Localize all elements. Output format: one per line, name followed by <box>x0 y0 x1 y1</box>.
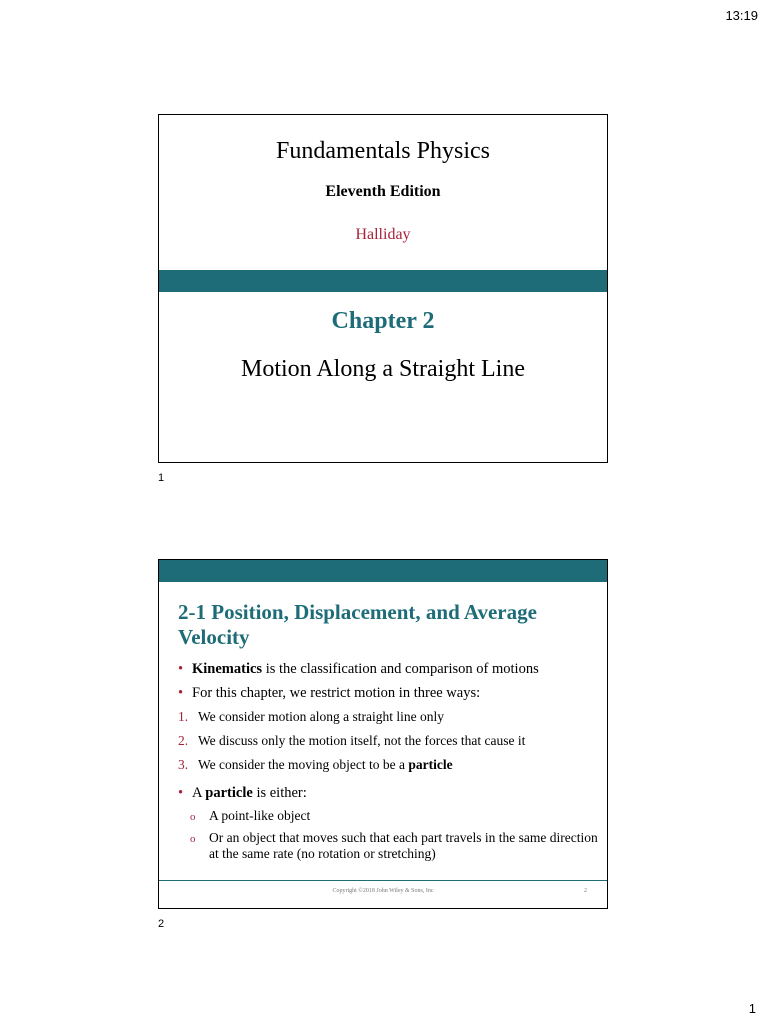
kinematics-term: Kinematics <box>192 661 263 677</box>
chapter-title: Chapter 2 <box>331 308 435 334</box>
particle-post: is either: <box>252 785 307 801</box>
bullet-kinematics <box>178 660 598 678</box>
bullet-particle <box>178 784 598 802</box>
bullet-restrictions <box>178 684 598 702</box>
bullet-dot-icon: • <box>178 661 184 677</box>
sub-item-1 <box>190 808 598 824</box>
sub-item-text: A point-like object <box>209 808 311 823</box>
item-number: 1. <box>178 709 189 724</box>
slide-2-content <box>178 660 598 868</box>
status-time: 13:19 <box>725 8 758 23</box>
particle-term: particle <box>408 757 453 772</box>
edition-label: Eleventh Edition <box>325 183 441 200</box>
restrictions-text: For this chapter, we restrict motion in three ways: <box>192 685 481 701</box>
bullet-dot-icon: • <box>178 785 184 801</box>
item-number: 2. <box>178 733 189 748</box>
item-text: We discuss only the motion itself, not the forces that cause it <box>198 733 526 748</box>
numbered-item-1 <box>178 708 598 726</box>
slide-footer-page: 2 <box>584 888 587 894</box>
slide-1-accent-bar <box>159 270 607 292</box>
numbered-item-3 <box>178 756 598 774</box>
author-name: Halliday <box>355 226 411 243</box>
page-number: 1 <box>748 1001 756 1016</box>
sub-item-text: Or an object that moves such that each part travels in the same direction at the same rate (no rotation or stretching) <box>209 830 598 861</box>
item-number: 3. <box>178 757 189 772</box>
kinematics-text: is the classification and comparison of motions <box>262 661 539 677</box>
sub-item-2 <box>190 830 598 862</box>
copyright-text: Copyright ©2018 John Wiley & Sons, Inc <box>332 888 434 894</box>
circle-bullet-icon: o <box>190 833 196 845</box>
particle-bold: particle <box>205 785 253 801</box>
numbered-item-2 <box>178 732 598 750</box>
slide-2-accent-bar <box>159 560 607 582</box>
section-heading: 2-1 Position, Displacement, and Average Velocity <box>178 600 537 649</box>
slide-2 <box>158 559 608 909</box>
item-text: We consider the moving object to be a <box>198 757 409 772</box>
particle-pre: A <box>192 785 206 801</box>
circle-bullet-icon: o <box>190 811 196 823</box>
chapter-subtitle: Motion Along a Straight Line <box>241 356 525 382</box>
item-text: We consider motion along a straight line only <box>198 709 444 724</box>
slide-1 <box>158 114 608 463</box>
slide-2-number: 2 <box>158 918 165 930</box>
bullet-dot-icon: • <box>178 685 184 701</box>
slide-1-number: 1 <box>158 472 165 484</box>
book-title: Fundamentals Physics <box>276 138 490 164</box>
footer-divider <box>159 880 607 881</box>
